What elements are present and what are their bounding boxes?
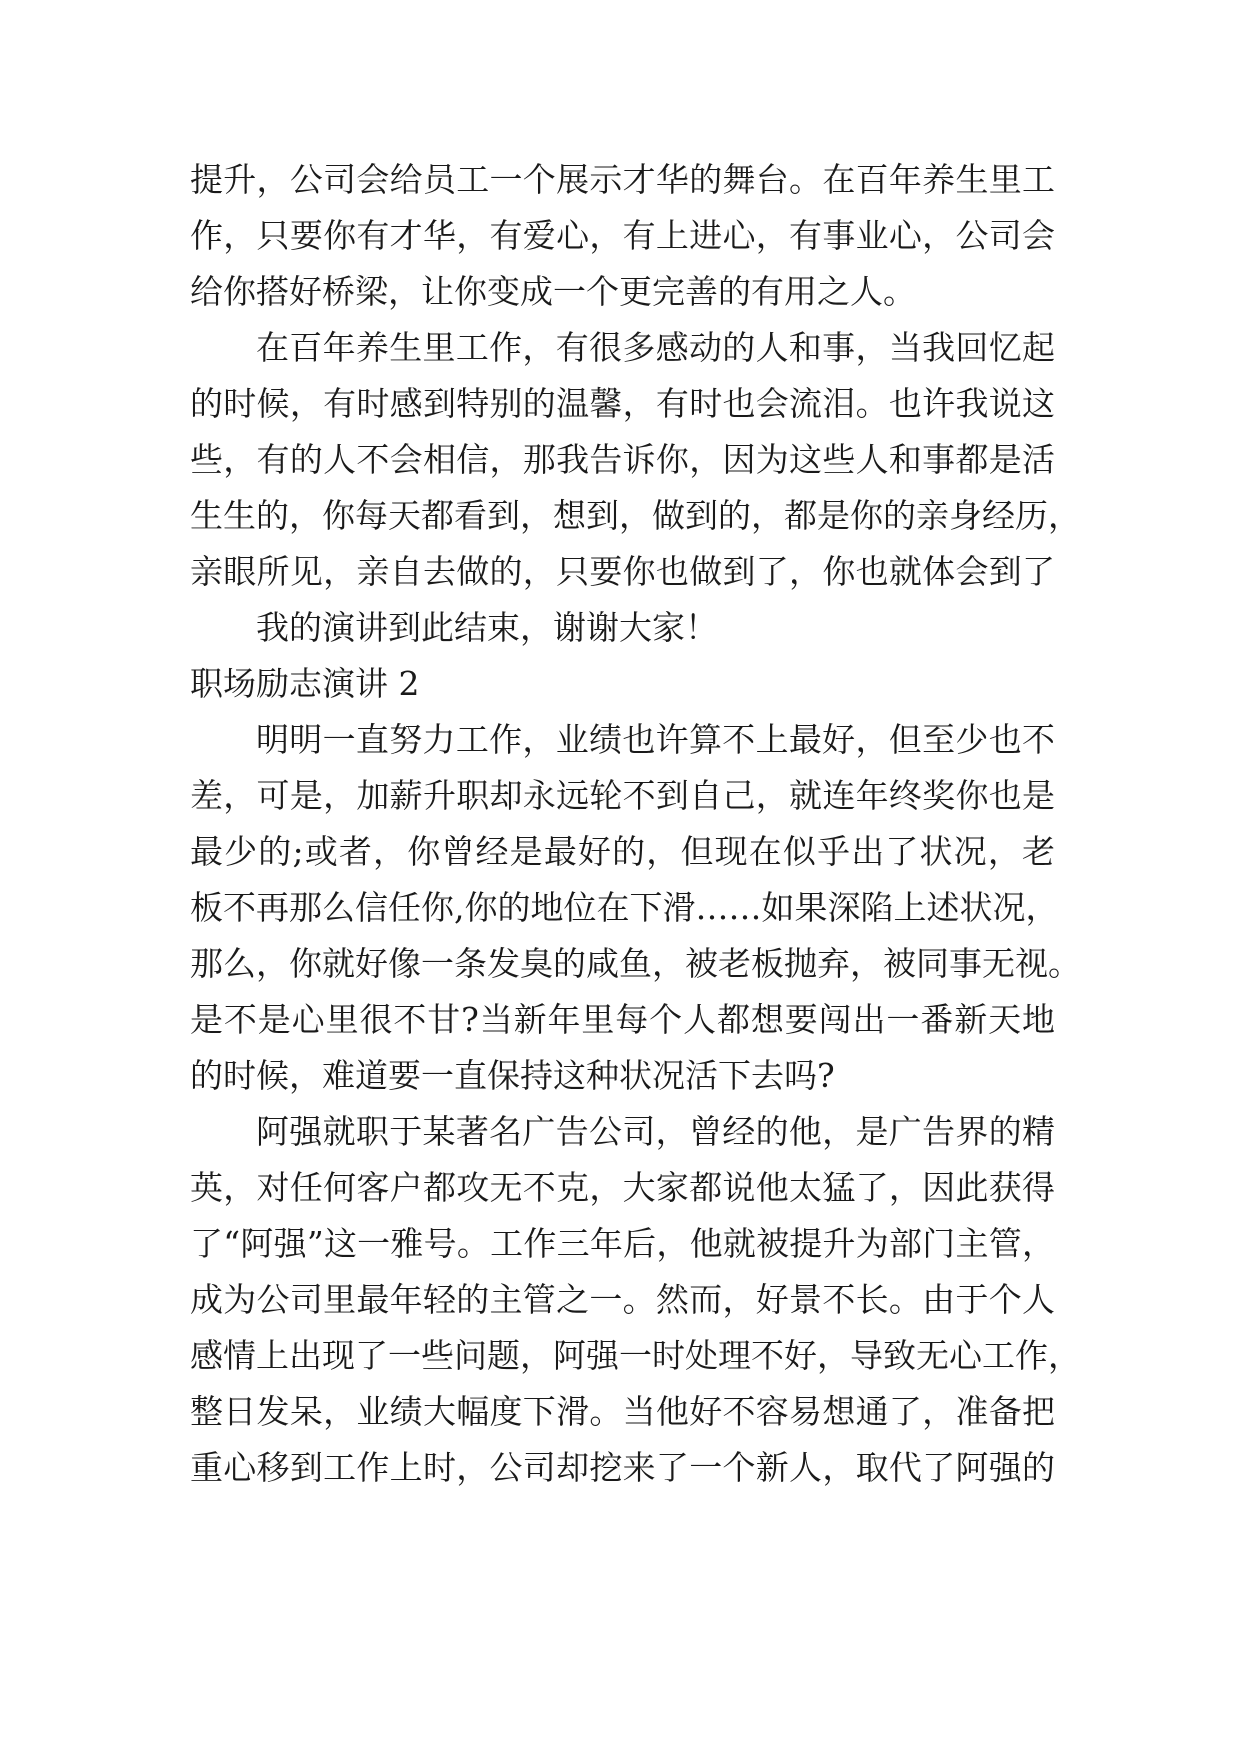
text-line: 那么，你就好像一条发臭的咸鱼，被老板抛弃，被同事无视。 <box>190 944 1081 983</box>
text-line: 成为公司里最年轻的主管之一。然而，好景不长。由于个人 <box>190 1280 1055 1319</box>
text-line: 了“阿强”这一雅号。工作三年后，他就被提升为部门主管， <box>190 1224 1055 1263</box>
paragraph-first-line: 我的演讲到此结束，谢谢大家！ <box>256 608 718 647</box>
text-line: 提升，公司会给员工一个展示才华的舞台。在百年养生里工 <box>190 160 1055 199</box>
text-line: 些，有的人不会相信，那我告诉你，因为这些人和事都是活 <box>190 440 1055 479</box>
section-heading: 职场励志演讲 2 <box>190 664 420 703</box>
text-line: 作，只要你有才华，有爱心，有上进心，有事业心，公司会 <box>190 216 1055 255</box>
text-line: 板不再那么信任你,你的地位在下滑……如果深陷上述状况， <box>190 888 1059 927</box>
text-line: 重心移到工作上时，公司却挖来了一个新人，取代了阿强的 <box>190 1448 1055 1487</box>
text-line: 的时候，难道要一直保持这种状况活下去吗? <box>190 1056 835 1095</box>
text-line: 整日发呆，业绩大幅度下滑。当他好不容易想通了，准备把 <box>190 1392 1055 1431</box>
paragraph-first-line: 明明一直努力工作，业绩也许算不上最好，但至少也不 <box>256 720 1055 759</box>
text-line: 是不是心里很不甘?当新年里每个人都想要闯出一番新天地 <box>190 1000 1055 1039</box>
text-line: 差，可是，加薪升职却永远轮不到自己，就连年终奖你也是 <box>190 776 1055 815</box>
text-line: 给你搭好桥梁，让你变成一个更完善的有用之人。 <box>190 272 916 311</box>
text-line: 感情上出现了一些问题，阿强一时处理不好，导致无心工作， <box>190 1336 1081 1375</box>
text-line: 英，对任何客户都攻无不克，大家都说他太猛了，因此获得 <box>190 1168 1055 1207</box>
paragraph-first-line: 在百年养生里工作，有很多感动的人和事，当我回忆起 <box>256 328 1055 367</box>
paragraph-first-line: 阿强就职于某著名广告公司，曾经的他，是广告界的精 <box>256 1112 1055 1151</box>
text-line: 最少的;或者，你曾经是最好的，但现在似乎出了状况，老 <box>190 832 1055 871</box>
text-line: 生生的，你每天都看到，想到，做到的，都是你的亲身经历， <box>190 496 1081 535</box>
text-line: 亲眼所见，亲自去做的，只要你也做到了，你也就体会到了 <box>190 552 1055 591</box>
text-line: 的时候，有时感到特别的温馨，有时也会流泪。也许我说这 <box>190 384 1055 423</box>
